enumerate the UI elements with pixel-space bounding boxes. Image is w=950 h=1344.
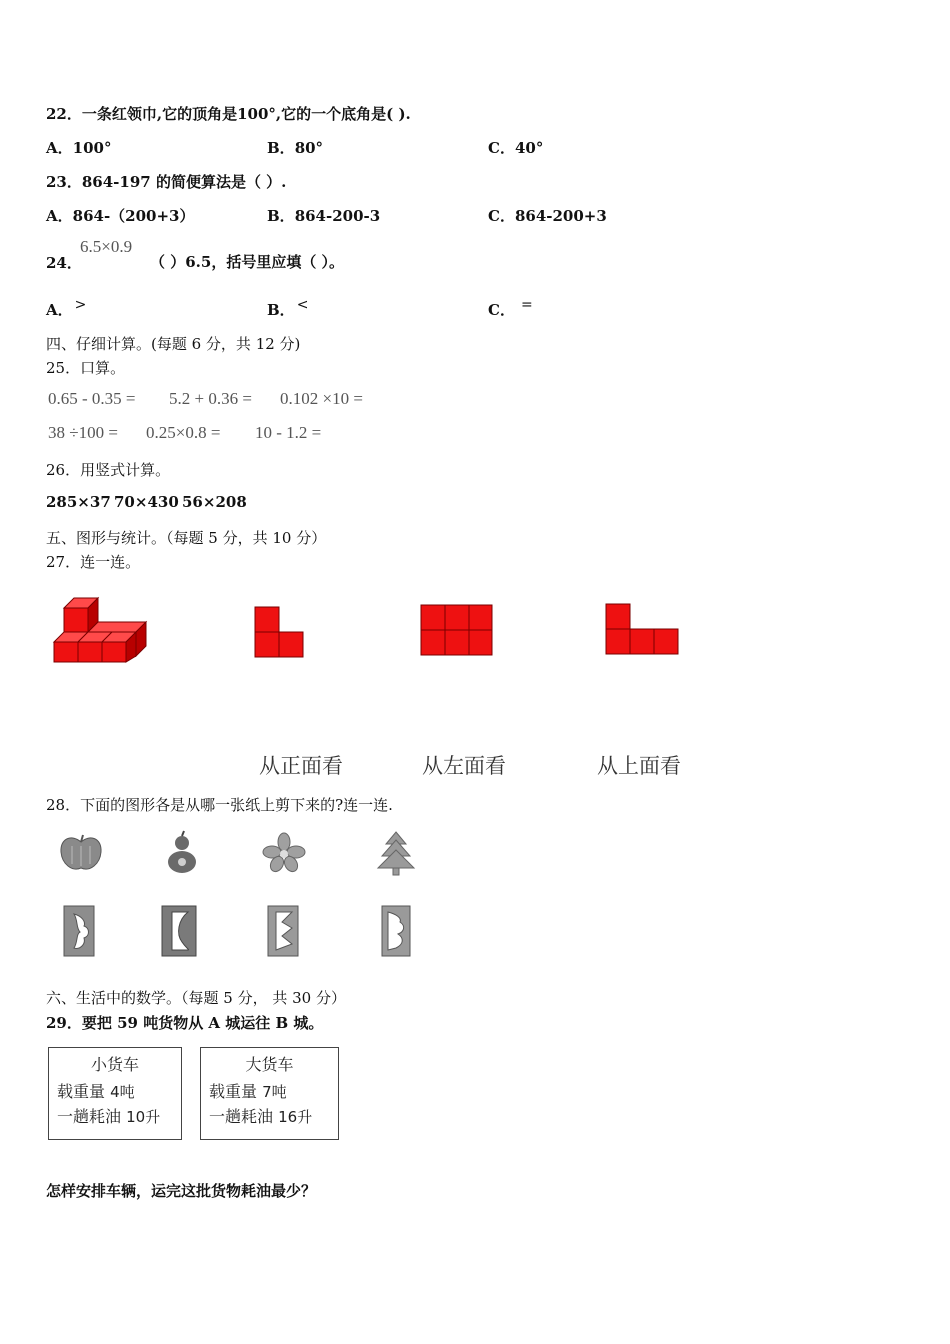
question-24-stem: （ ）6.5，括号里应填（ ）。 [150,253,345,271]
q24-option-b[interactable]: B． < [267,297,309,319]
question-26-stem: 26．用竖式计算。 [46,461,171,479]
q25-item-5: 0.25×0.8 = [146,423,221,442]
q22-option-c[interactable]: C．40° [488,139,544,157]
front-view-figure[interactable] [254,606,306,658]
small-truck-load: 载重量 4吨 [57,1082,135,1101]
big-truck-card [200,1047,339,1140]
question-23-stem: 23．864-197 的简便算法是（ ）. [46,173,287,191]
small-truck-fuel: 一趟耗油 10升 [57,1107,161,1126]
q25-item-3: 0.102 ×10 = [280,389,363,408]
q24-expression: 6.5×0.9 [80,237,133,256]
caption-top-view[interactable]: 从上面看 [597,754,681,778]
question-29-prompt: 怎样安排车辆，运完这批货物耗油最少？ [46,1182,317,1200]
section-4-heading: 四、仔细计算。(每题 6 分，共 12 分) [46,335,301,353]
q25-item-6: 10 - 1.2 = [255,423,322,442]
question-29-stem: 29．要把 59 吨货物从 A 城运往 B 城。 [46,1014,324,1032]
section-5-heading: 五、图形与统计。（每题 5 分，共 10 分） [46,529,327,547]
q25-item-4: 38 ÷100 = [48,423,118,442]
q23-option-b[interactable]: B．864-200-3 [267,207,381,225]
caption-front-view[interactable]: 从正面看 [259,754,343,778]
big-truck-load: 载重量 7吨 [209,1082,287,1101]
paper-a-cutout-icon[interactable] [62,904,96,958]
question-25-stem: 25．口算。 [46,359,126,377]
q26-item-3: 56×208 [182,493,247,511]
caption-left-view[interactable]: 从左面看 [422,754,506,778]
question-22-stem: 22．一条红领巾,它的顶角是100°,它的一个底角是( ). [46,105,411,123]
apple-cutout-icon[interactable] [58,832,104,874]
question-24-number: 24． [46,254,82,272]
gourd-cutout-icon[interactable] [163,830,201,876]
small-truck-title: 小货车 [90,1055,139,1074]
big-truck-fuel: 一趟耗油 16升 [209,1107,313,1126]
q26-item-1: 285×37 [46,493,111,511]
small-truck-card [48,1047,182,1140]
q25-item-1: 0.65 - 0.35 = [48,389,136,408]
top-view-figure[interactable] [605,603,681,655]
q22-option-b[interactable]: B．80° [267,139,324,157]
big-truck-title: 大货车 [245,1055,294,1074]
cube-stack-3d-figure[interactable] [50,590,152,666]
q24-option-a[interactable]: A． > [46,297,87,319]
q23-option-c[interactable]: C．864-200+3 [488,207,607,225]
flower-cutout-icon[interactable] [262,832,306,874]
question-28-stem: 28．下面的图形各是从哪一张纸上剪下来的?连一连. [46,796,393,814]
paper-c-cutout-icon[interactable] [266,904,300,958]
q26-item-2: 70×430 [114,493,179,511]
question-27-stem: 27．连一连。 [46,553,141,571]
q25-item-2: 5.2 + 0.36 = [169,389,252,408]
paper-d-cutout-icon[interactable] [380,904,412,958]
q22-option-a[interactable]: A．100° [46,139,112,157]
paper-b-cutout-icon[interactable] [160,904,198,958]
left-view-figure[interactable] [420,604,494,656]
q24-option-c[interactable]: C． = [488,297,533,319]
section-6-heading: 六、生活中的数学。（每题 5 分， 共 30 分） [46,989,346,1007]
tree-cutout-icon[interactable] [376,830,416,876]
q23-option-a[interactable]: A．864-（200+3） [46,207,195,225]
